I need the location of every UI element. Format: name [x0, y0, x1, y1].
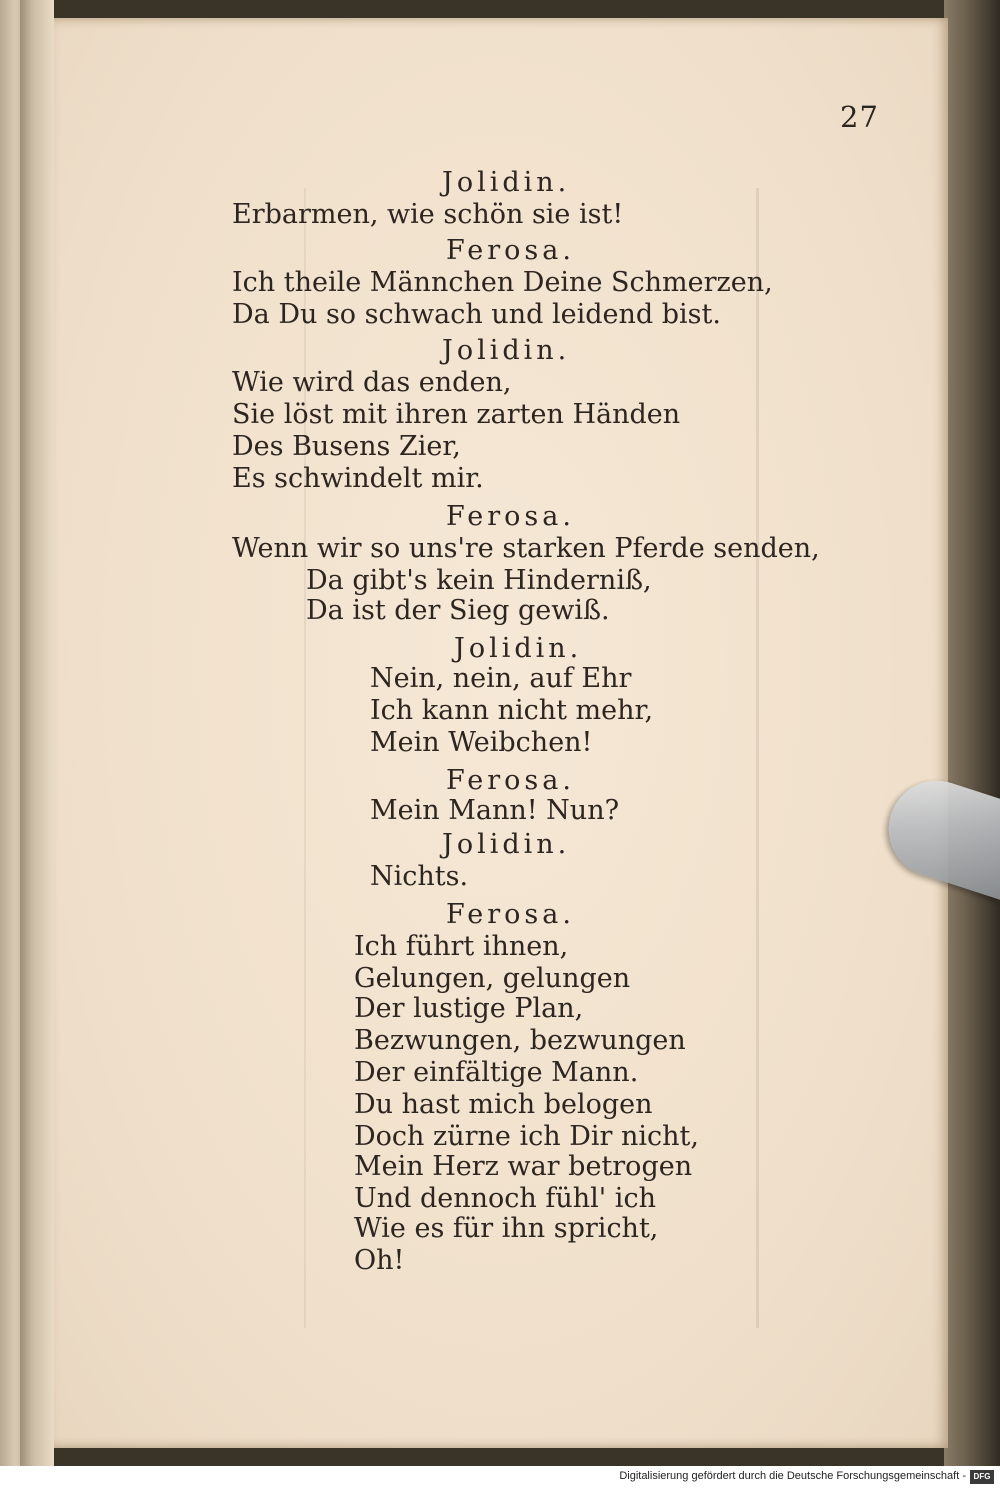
verse-line: Der lustige Plan,	[354, 993, 584, 1024]
verse-line: Ich führt ihnen,	[354, 931, 569, 962]
verse-line: Wie es für ihn spricht,	[354, 1213, 659, 1244]
verse-line: Des Busens Zier,	[232, 431, 461, 462]
funding-note: Digitalisierung gefördert durch die Deutsche Forschungsgemeinschaft -	[619, 1470, 966, 1482]
speaker-jolidin: Jolidin.	[442, 167, 571, 198]
verse-line: Du hast mich belogen	[354, 1089, 653, 1120]
verse-line: Wie wird das enden,	[232, 367, 512, 398]
verse-line: Bezwungen, bezwungen	[354, 1025, 686, 1056]
verse-line: Und dennoch fühl' ich	[354, 1183, 656, 1214]
verse-line: Nein, nein, auf Ehr	[370, 663, 632, 694]
book-cover-edge	[944, 0, 1000, 1466]
speaker-jolidin: Jolidin.	[442, 829, 571, 860]
verse-line: Sie löst mit ihren zarten Händen	[232, 399, 681, 430]
verse-line: Mein Mann! Nun?	[370, 795, 620, 826]
speaker-ferosa: Ferosa.	[446, 765, 575, 796]
verse-line: Erbarmen, wie schön sie ist!	[232, 199, 624, 230]
verse-line: Nichts.	[370, 861, 469, 892]
verse-line: Mein Weibchen!	[370, 727, 593, 758]
verse-line: Da ist der Sieg gewiß.	[306, 595, 610, 626]
dfg-logo: DFG	[970, 1470, 994, 1484]
speaker-ferosa: Ferosa.	[446, 501, 575, 532]
speaker-ferosa: Ferosa.	[446, 899, 575, 930]
verse-line: Oh!	[354, 1245, 405, 1276]
speaker-jolidin: Jolidin.	[442, 335, 571, 366]
verse-line: Der einfältige Mann.	[354, 1057, 639, 1088]
verse-line: Wenn wir so uns're starken Pferde senden,	[232, 533, 820, 564]
verse-line: Da Du so schwach und leidend bist.	[232, 299, 721, 330]
verse-line: Da gibt's kein Hinderniß,	[306, 565, 652, 596]
verse-line: Ich kann nicht mehr,	[370, 695, 654, 726]
page-number: 27	[840, 100, 879, 134]
page-gutter	[20, 0, 54, 1466]
speaker-ferosa: Ferosa.	[446, 235, 575, 266]
footer-bar	[0, 1466, 1000, 1488]
verse-line: Es schwindelt mir.	[232, 463, 484, 494]
verse-line: Gelungen, gelungen	[354, 963, 631, 994]
verse-line: Ich theile Männchen Deine Schmerzen,	[232, 267, 773, 298]
verse-line: Mein Herz war betrogen	[354, 1151, 693, 1182]
verse-line: Doch zürne ich Dir nicht,	[354, 1121, 699, 1152]
speaker-jolidin: Jolidin.	[454, 633, 583, 664]
